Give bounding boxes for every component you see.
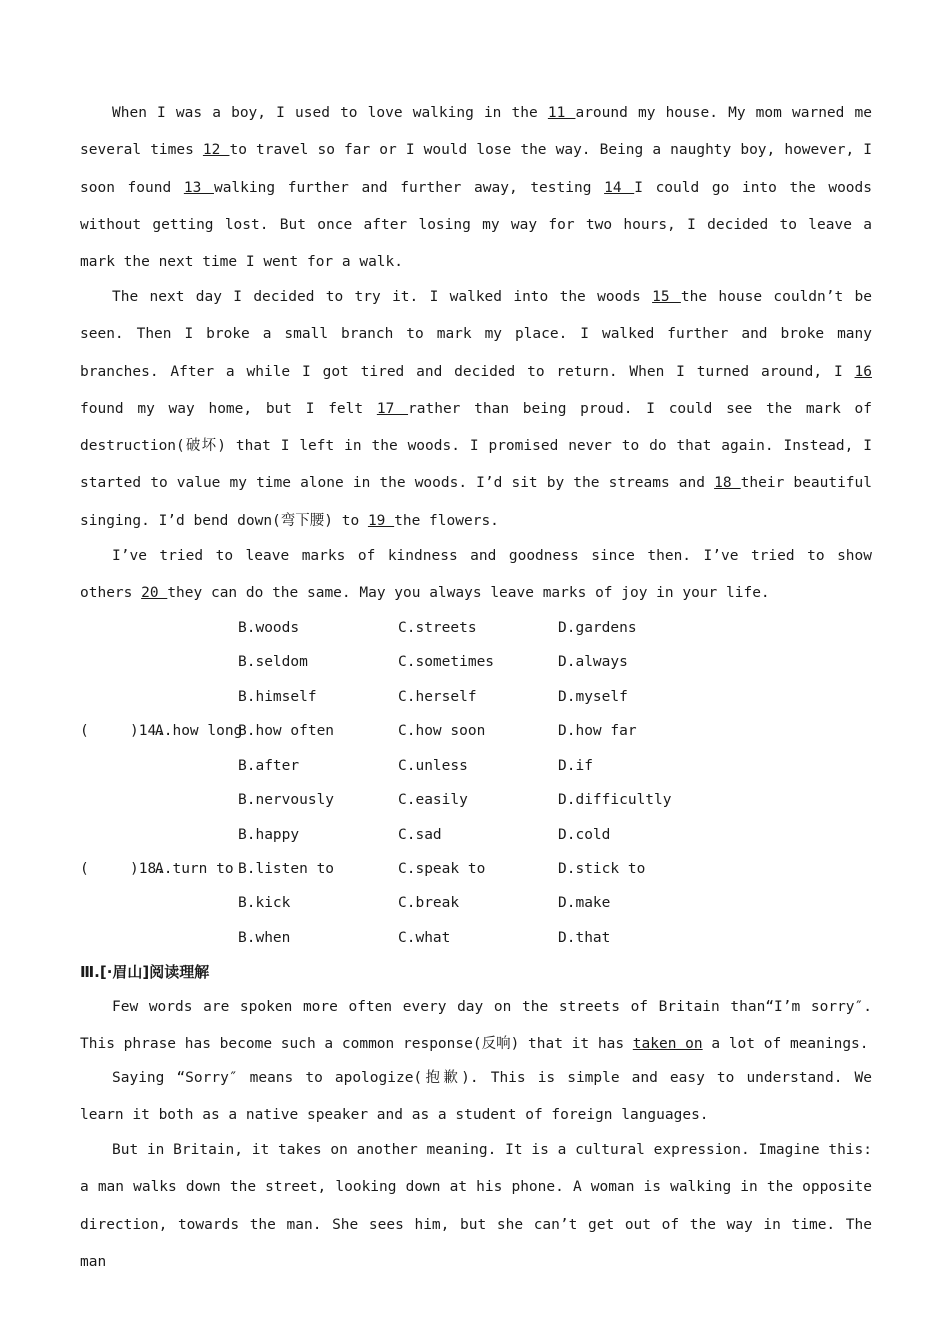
blank-13: 13 xyxy=(183,179,214,196)
options-row xyxy=(80,616,872,640)
text: a lot of meanings. xyxy=(702,1036,869,1053)
option-c: C.herself xyxy=(398,689,477,705)
options-row xyxy=(80,650,872,674)
cloze-paragraph-1 xyxy=(80,95,872,281)
option-d: D.that xyxy=(558,930,611,946)
option-c: C.streets xyxy=(398,620,477,636)
options-row xyxy=(80,788,872,812)
text: The next day I decided to try it. I walked into the woods xyxy=(112,289,653,305)
option-b: B.nervously xyxy=(238,792,335,808)
text: rather than being proud. I could see the mark of destruction(破坏) that I left in the woods. I promised never to do that again. Instead, I started to value my time alone in the woods. I’d sit by the streams and xyxy=(80,400,872,492)
option-d: D.stick to xyxy=(558,861,646,877)
blank-15: 15 xyxy=(652,289,681,305)
option-c: C.sad xyxy=(398,827,442,843)
options-row xyxy=(80,926,872,950)
option-c: C.speak to xyxy=(398,861,486,877)
option-d: D.gardens xyxy=(558,620,637,636)
reading-paragraph-2: Saying “Sorry″ means to apologize(抱歉). This is simple and easy to understand. We learn it both as a native speaker and as a student of foreign languages. xyxy=(80,1070,872,1124)
text: When I was a boy, I used to love walking in the xyxy=(112,105,548,121)
answer-paren[interactable]: ( xyxy=(80,723,89,739)
options-row xyxy=(80,719,872,743)
text: I’ve tried to leave marks of kindness and goodness since then. I’ve tried to show others xyxy=(80,548,872,602)
blank-19: 19 xyxy=(367,512,395,529)
text: found my way home, but I felt xyxy=(80,400,377,417)
option-c: C.what xyxy=(398,930,451,946)
options-row xyxy=(80,754,872,778)
text: around my house. My mom warned me several times xyxy=(80,105,872,159)
cloze-paragraph-3 xyxy=(80,538,872,613)
text: Few words are spoken more often every day on the streets of Britain than“I’m sorry″. This phrase has become such a common response(反响) that it has xyxy=(80,999,872,1053)
question-number: )18. xyxy=(130,861,165,877)
text: the house couldn’t be seen. Then I broke a small branch to mark my place. I walked further and broke many branches. After a while I got tired and decided to return. When I turned around, I xyxy=(80,289,873,380)
section-heading: Ⅲ.[·眉山]阅读理解 xyxy=(80,963,210,981)
option-b: B.woods xyxy=(238,620,300,636)
option-b: B.when xyxy=(238,930,291,946)
option-b: B.seldom xyxy=(238,654,308,670)
option-d: D.make xyxy=(558,895,611,911)
options-row xyxy=(80,685,872,709)
text: their beautiful singing. I’d bend down(弯下腰) to xyxy=(80,475,872,529)
question-number: )14. xyxy=(130,723,165,739)
option-c: C.unless xyxy=(398,758,468,774)
text: the flowers. xyxy=(394,512,499,529)
option-d: D.cold xyxy=(558,827,611,843)
option-d: D.difficultly xyxy=(558,792,672,808)
options-row xyxy=(80,891,872,915)
blank-14: 14 xyxy=(604,179,635,196)
cloze-paragraph-2 xyxy=(80,279,872,540)
option-b: B.listen to xyxy=(238,861,335,877)
blank-18: 18 xyxy=(714,475,741,492)
option-d: D.myself xyxy=(558,689,628,705)
reading-paragraph-1 xyxy=(80,989,872,1064)
blank-16: 16 xyxy=(854,363,872,380)
text: they can do the same. May you always leave marks of joy in your life. xyxy=(167,585,770,602)
option-a: A.turn to xyxy=(155,861,234,877)
option-c: C.sometimes xyxy=(398,654,495,670)
option-b: B.after xyxy=(238,758,300,774)
option-b: B.happy xyxy=(238,827,300,843)
blank-12: 12 xyxy=(202,142,230,159)
option-c: C.easily xyxy=(398,792,468,808)
blank-20: 20 xyxy=(141,585,168,602)
option-b: B.kick xyxy=(238,895,291,911)
option-d: D.how far xyxy=(558,723,637,739)
option-b: B.how often xyxy=(238,723,335,739)
options-row xyxy=(80,823,872,847)
text: I could go into the woods without getting lost. But once after losing my way for two hours, I decided to leave a mark the next time I went for a walk. xyxy=(80,179,872,271)
underlined-phrase: taken on xyxy=(632,1036,703,1053)
option-d: D.if xyxy=(558,758,593,774)
reading-paragraph-3: But in Britain, it takes on another meaning. It is a cultural expression. Imagine this: a man walks down the street, looking down at his phone. A woman is walking in the opposite direction, towards the man. She sees him, but she can’t get out of the way in time. The man xyxy=(80,1142,872,1270)
option-c: C.how soon xyxy=(398,723,486,739)
option-c: C.break xyxy=(398,895,460,911)
options-row xyxy=(80,857,872,881)
blank-17: 17 xyxy=(376,400,409,417)
blank-11: 11 xyxy=(547,105,576,121)
option-a: A.how long xyxy=(155,723,243,739)
option-b: B.himself xyxy=(238,689,317,705)
text: to travel so far or I would lose the way. Being a naughty boy, however, I soon found xyxy=(80,142,872,196)
option-d: D.always xyxy=(558,654,628,670)
text: walking further and further away, testing xyxy=(213,179,605,196)
answer-paren[interactable]: ( xyxy=(80,861,89,877)
